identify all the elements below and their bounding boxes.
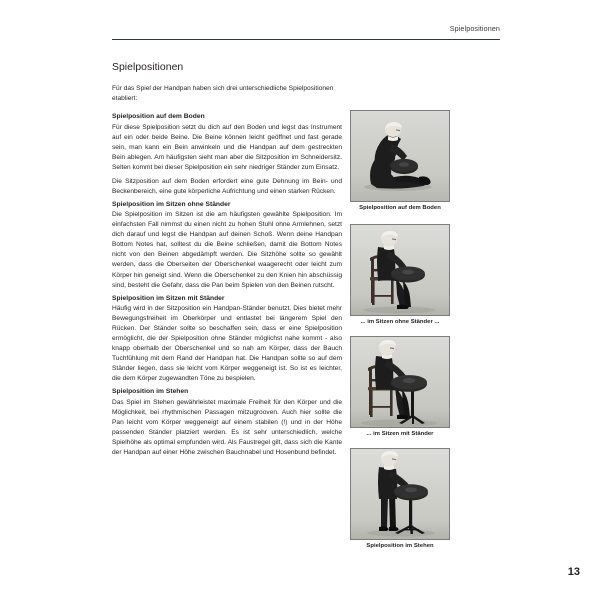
photo-sitzen-mit-staender-image xyxy=(351,337,449,427)
section-stehen xyxy=(112,388,342,458)
photo-sitzen-mit-staender xyxy=(350,336,450,428)
figure-stehen xyxy=(350,448,450,549)
photo-stehen xyxy=(350,448,450,540)
section-sitzen-ohne-staender xyxy=(112,201,342,291)
section-paragraph: Die Sitzposition auf dem Boden erfordert eine gute Dehnung im Bein- und Beckenbereich, eine gute körperliche Aufrichtung und einen starken Rücken. xyxy=(112,177,342,195)
section-paragraph: Für diese Spielposition setzt du dich auf den Boden und legst das Instrument auf ein oder beide Beine. Die Beine können leicht geöffnet und fast gerade sein, man kann ein Bein anwinkeln und die Handpan auf dem gestreckten Bein ablegen. Am häufigsten sieht man aber die Sitzposition im Schneidersitz. Selten kommt bei dieser Spielposition ein sehr niedriger Ständer zum Einsatz. xyxy=(112,123,342,172)
figure-sitzen-mit-staender xyxy=(350,336,450,437)
figure-sitzen-ohne-staender xyxy=(350,224,450,325)
running-header-title: Spielpositionen xyxy=(449,24,500,33)
photo-boden-image xyxy=(351,111,449,201)
figure-caption-sitzen-mit-staender: ... im Sitzen mit Ständer xyxy=(366,431,434,437)
section-heading-sitzen-mit-staender: Spielposition im Sitzen mit Ständer xyxy=(112,294,225,302)
page-number: 13 xyxy=(567,566,580,578)
section-paragraph: Häufig wird in der Sitzposition ein Handpan-Ständer benutzt. Dies bietet mehr Bewegungsfreiheit im Oberkörper und entlastet bei längerem Spiel den Rücken. Der Ständer sollte so beschaffen sein, dass er eine Spielposition ermöglicht, die der Spielposition ohne Ständer möglichst nahe kommt - also knapp oberhalb der Oberschenkel und so nah am Körper, dass der Bauch Tuchfühlung mit dem Rand der Handpan hat. Die Handpan sollte so auf dem Ständer liegen, dass sie leicht vom Körper weggeneigt ist. So ist es leichter, die dem Körper zugewandten Töne zu bespielen. xyxy=(112,305,342,383)
section-heading-stehen: Spielposition im Stehen xyxy=(112,388,189,396)
section-paragraph: Die Spielposition im Sitzen ist die am häufigsten gewählte Spielposition. Im einfachsten Fall nimmst du einen nicht zu hohen Stuhl ohne Armlehnen, setzt dich darauf und legst die Handpan auf deinen Schoß. Wenn deine Handpan Bottom Notes hat, solltest du die Beine schließen, damit die Bottom Notes nicht von den Beinen abgedämpft werden. Die Sitzhöhe sollte so gewählt werden, dass die Oberseiten der Oberschenkel waagerecht oder leicht zum Körper hin geneigt sind. Wenn die Oberschenkel zu den Knien hin abschüssig sind, besteht die Gefahr, dass die Pan beim Spielen von den Beinen rutscht. xyxy=(112,211,342,289)
figure-caption-boden: Spielposition auf dem Boden xyxy=(359,205,441,211)
figure-caption-sitzen-ohne-staender: ... im Sitzen ohne Ständer ... xyxy=(360,319,440,325)
figure-boden xyxy=(350,110,450,211)
section-heading-boden: Spielposition auf dem Boden xyxy=(112,113,205,121)
section-sitzen-mit-staender xyxy=(112,295,342,385)
photo-sitzen-ohne-staender-image xyxy=(351,225,449,315)
section-paragraph: Das Spiel im Stehen gewährleistet maximale Freiheit für den Körper und die Möglichkeit, bei rhythmischen Passagen mitzugrooven. Auch hier sollte die Pan leicht vom Körper weggeneigt auf einem stabilen (!) und in der Höhe passenden Ständer platziert werden. Es ist sehr unterschiedlich, welche Spielhöhe als optimal empfunden wird. Als Faustregel gilt, dass sich die Kante der Handpan auf einer Höhe zwischen Bauchnabel und Hosenbund befindet. xyxy=(112,398,342,457)
figure-column xyxy=(350,110,500,561)
header-rule xyxy=(112,39,500,40)
page-title: Spielpositionen xyxy=(112,62,184,73)
text-column xyxy=(112,62,342,462)
figure-caption-stehen: Spielposition im Stehen xyxy=(366,543,434,549)
intro-paragraph: Für das Spiel der Handpan haben sich drei unterschiedliche Spielpositionen etabliert: xyxy=(112,85,334,103)
section-boden xyxy=(112,113,342,196)
photo-boden xyxy=(350,110,450,202)
photo-sitzen-ohne-staender xyxy=(350,224,450,316)
section-heading-sitzen-ohne-staender: Spielposition im Sitzen ohne Ständer xyxy=(112,200,231,208)
running-header xyxy=(112,24,500,44)
photo-stehen-image xyxy=(351,449,449,539)
